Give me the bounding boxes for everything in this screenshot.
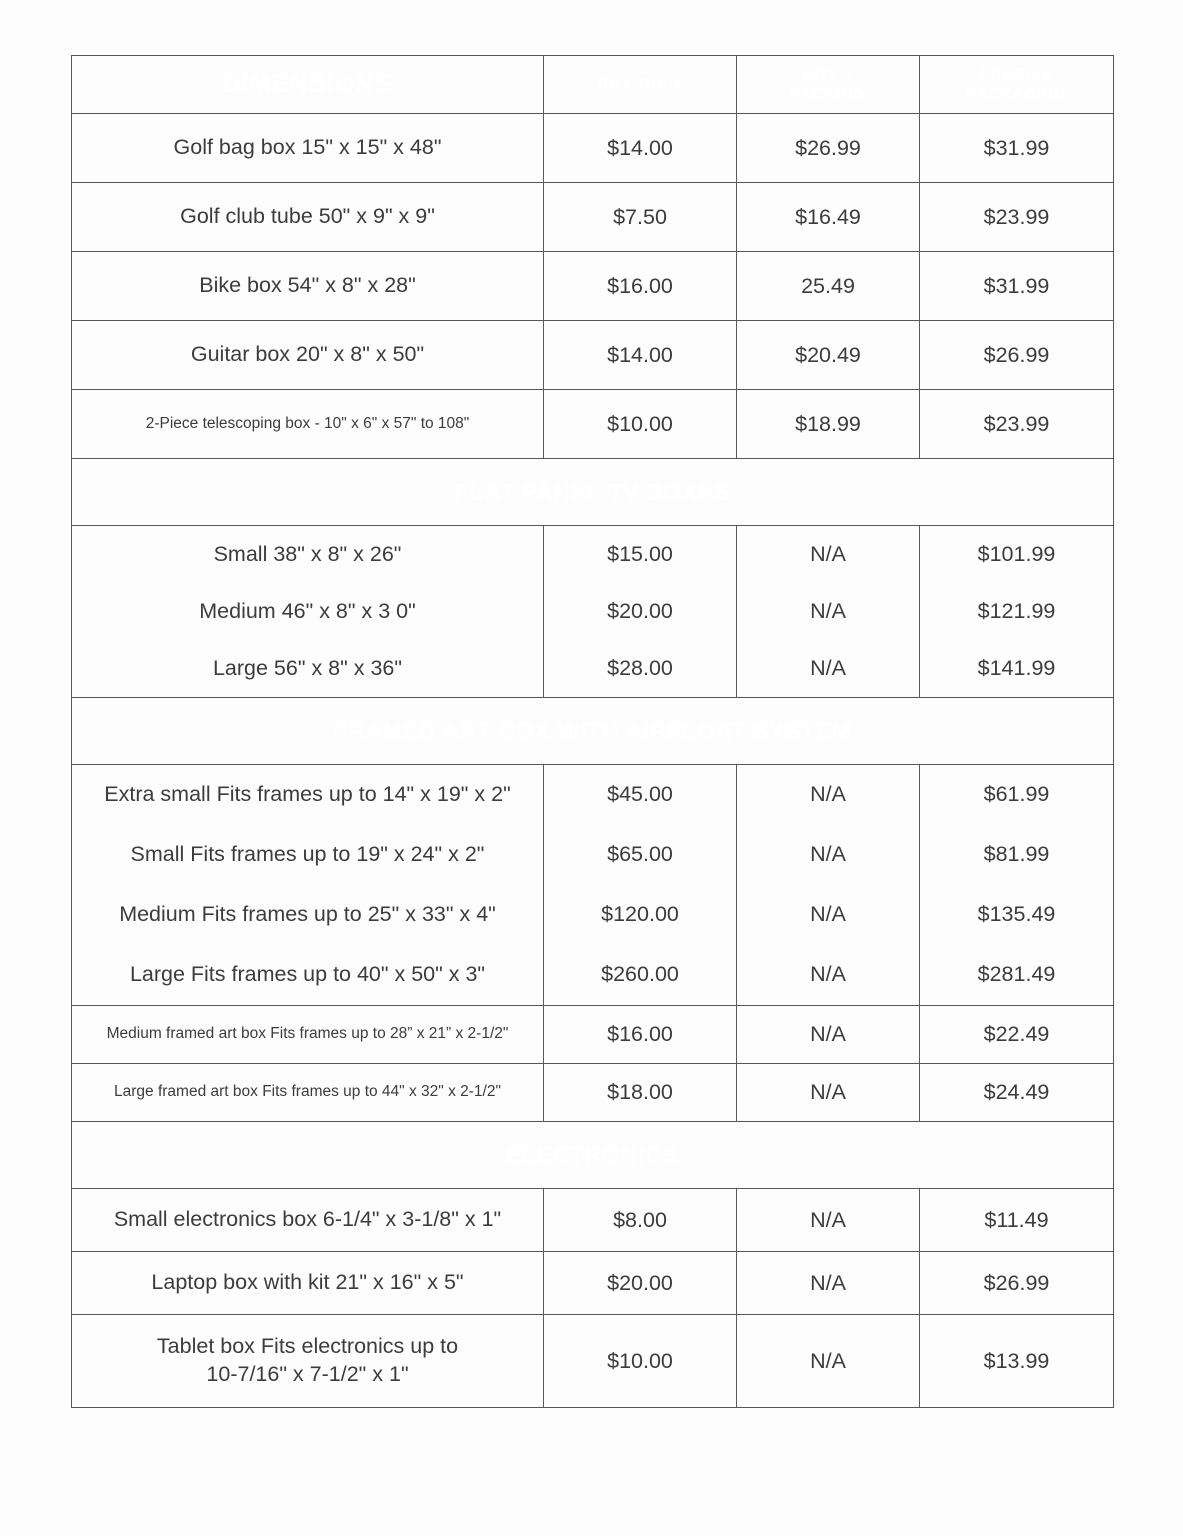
column-header-fragile-line1: FRAGILE — [979, 66, 1054, 84]
row-box-only: $260.00 — [601, 962, 679, 987]
row-dimensions: Small 38" x 8" x 26" — [213, 541, 402, 566]
table-row — [72, 390, 1114, 459]
section-band-flat-panel-tv — [72, 459, 1114, 526]
column-header-dimensions: DIMENSIONS — [72, 56, 544, 114]
row-fragile-group — [920, 526, 1114, 698]
table-row — [72, 1189, 1114, 1252]
row-fragile: $26.99 — [920, 1252, 1114, 1315]
table-row-group-framed-art — [72, 765, 1114, 1006]
row-box-only: $16.00 — [544, 1006, 737, 1064]
row-dimensions-line1: Tablet box Fits electronics up to — [156, 1334, 459, 1359]
row-fragile: $23.99 — [920, 183, 1114, 252]
row-box-packing: $16.49 — [737, 183, 920, 252]
column-header-box-only: BOX ONLY — [544, 56, 737, 114]
row-fragile: $141.99 — [977, 655, 1056, 680]
section-band-label: FLAT PANEL TV BOXES — [72, 459, 1114, 526]
row-fragile: $23.99 — [920, 390, 1114, 459]
row-box-packing: N/A — [810, 541, 846, 566]
row-fragile-group — [920, 765, 1114, 1006]
row-box-only: $8.00 — [544, 1189, 737, 1252]
row-dimensions: Small Fits frames up to 19" x 24" x 2" — [130, 842, 485, 867]
row-dimensions-group — [72, 765, 544, 1006]
row-fragile: $61.99 — [983, 782, 1050, 807]
row-dimensions: Medium 46" x 8" x 3 0" — [199, 598, 416, 623]
row-dimensions: Bike box 54" x 8" x 28" — [72, 252, 544, 321]
column-header-box-packing — [737, 56, 920, 114]
row-box-only: $7.50 — [544, 183, 737, 252]
row-box-packing: N/A — [737, 1189, 920, 1252]
row-box-packing: N/A — [810, 842, 846, 867]
table-row — [72, 1252, 1114, 1315]
row-box-only: $16.00 — [544, 252, 737, 321]
row-box-packing: $20.49 — [737, 321, 920, 390]
row-box-packing: $18.99 — [737, 390, 920, 459]
table-row — [72, 321, 1114, 390]
row-fragile: $31.99 — [920, 252, 1114, 321]
row-box-only-group — [544, 526, 737, 698]
row-dimensions: Laptop box with kit 21" x 16" x 5" — [72, 1252, 544, 1315]
row-dimensions: Golf bag box 15" x 15" x 48" — [72, 114, 544, 183]
column-header-box-packing-line2: PACKING — [790, 85, 866, 103]
row-fragile: $81.99 — [983, 842, 1050, 867]
row-box-only: $45.00 — [607, 782, 673, 807]
column-header-box-packing-line1: BOX + — [802, 66, 854, 84]
row-box-only: $10.00 — [544, 1315, 737, 1408]
table-row — [72, 1006, 1114, 1064]
row-dimensions: Medium Fits frames up to 25" x 33" x 4" — [119, 902, 496, 927]
row-dimensions: 2-Piece telescoping box - 10" x 6" x 57" to 108" — [72, 390, 544, 459]
row-dimensions: Medium framed art box Fits frames up to 28” x 21” x 2-1/2" — [72, 1006, 544, 1064]
table-row — [72, 1064, 1114, 1122]
row-fragile: $121.99 — [977, 598, 1056, 623]
row-dimensions: Small electronics box 6-1/4" x 3-1/8" x 1" — [72, 1189, 544, 1252]
row-box-only: $10.00 — [544, 390, 737, 459]
row-box-packing: N/A — [810, 902, 846, 927]
row-fragile: $13.99 — [920, 1315, 1114, 1408]
table-row — [72, 252, 1114, 321]
row-box-only: $14.00 — [544, 114, 737, 183]
row-box-only: $120.00 — [601, 902, 679, 927]
row-box-packing: $26.99 — [737, 114, 920, 183]
row-dimensions: Large Fits frames up to 40" x 50" x 3" — [129, 962, 486, 987]
row-dimensions-group — [72, 526, 544, 698]
table-row — [72, 114, 1114, 183]
row-fragile: $24.49 — [920, 1064, 1114, 1122]
row-box-packing: N/A — [810, 782, 846, 807]
row-dimensions-line2: 10-7/16" x 7-1/2" x 1" — [206, 1362, 409, 1386]
section-band-label: FRAMED ART BOX WITH AIRFLOAT SYSTEM — [72, 698, 1114, 765]
row-box-packing-group — [737, 526, 920, 698]
row-box-only: $65.00 — [607, 842, 673, 867]
row-dimensions: Extra small Fits frames up to 14" x 19" x 2" — [104, 782, 511, 807]
row-box-packing: N/A — [810, 598, 846, 623]
row-box-only: $15.00 — [607, 541, 673, 566]
table-row — [72, 1315, 1114, 1408]
row-box-packing: N/A — [737, 1006, 920, 1064]
row-box-only: $28.00 — [607, 655, 673, 680]
row-dimensions: Large framed art box Fits frames up to 44" x 32" x 2-1/2" — [72, 1064, 544, 1122]
row-box-only: $20.00 — [607, 598, 673, 623]
table-row — [72, 183, 1114, 252]
row-fragile: $101.99 — [977, 541, 1056, 566]
section-band-electronics — [72, 1122, 1114, 1189]
row-box-packing-group — [737, 765, 920, 1006]
column-header-fragile — [920, 56, 1114, 114]
row-fragile: $281.49 — [977, 962, 1056, 987]
row-dimensions: Large 56" x 8" x 36" — [212, 655, 403, 680]
table-row-group-flat-panel-tv — [72, 526, 1114, 698]
row-box-only: $20.00 — [544, 1252, 737, 1315]
row-fragile: $11.49 — [920, 1189, 1114, 1252]
row-fragile: $26.99 — [920, 321, 1114, 390]
row-box-only: $18.00 — [544, 1064, 737, 1122]
row-box-packing: 25.49 — [737, 252, 920, 321]
row-box-packing: N/A — [737, 1252, 920, 1315]
row-box-only-group — [544, 765, 737, 1006]
row-box-packing: N/A — [810, 962, 846, 987]
row-fragile: $22.49 — [920, 1006, 1114, 1064]
row-box-only: $14.00 — [544, 321, 737, 390]
row-dimensions: Golf club tube 50" x 9" x 9" — [72, 183, 544, 252]
box-pricing-table — [71, 55, 1114, 1408]
row-dimensions — [72, 1315, 544, 1408]
section-band-label: ELECTRONICS — [72, 1122, 1114, 1189]
section-band-framed-art — [72, 698, 1114, 765]
row-dimensions: Guitar box 20" x 8" x 50" — [72, 321, 544, 390]
row-fragile: $135.49 — [977, 902, 1056, 927]
row-box-packing: N/A — [737, 1315, 920, 1408]
row-box-packing: N/A — [810, 655, 846, 680]
table-header-row — [72, 56, 1114, 114]
column-header-fragile-line2: PACKAGING — [966, 85, 1067, 103]
row-fragile: $31.99 — [920, 114, 1114, 183]
row-box-packing: N/A — [737, 1064, 920, 1122]
